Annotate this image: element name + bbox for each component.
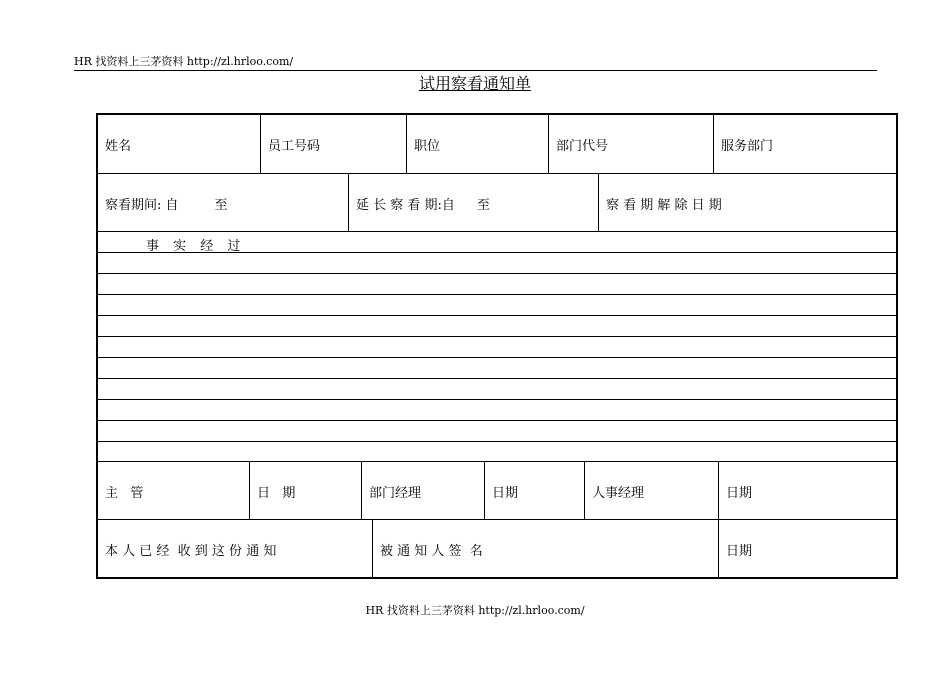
- facts-label: 事 实 经 过: [146, 239, 246, 254]
- row-approvals: [98, 461, 896, 520]
- position-cell[interactable]: [406, 115, 548, 173]
- dept-manager-label: 部门经理: [369, 485, 422, 501]
- ruled-line: [98, 420, 896, 421]
- document-title: 试用察看通知单: [418, 74, 531, 93]
- footer-source-text: HR 找资料上三茅资料 http://zl.hrloo.com/: [365, 604, 585, 617]
- header-divider: [74, 70, 877, 71]
- hr-manager-label: 人事经理: [592, 485, 645, 501]
- extension-period-to: 至: [476, 197, 490, 213]
- dept-manager-date-label: 日期: [492, 485, 519, 501]
- dept-manager-cell[interactable]: [361, 462, 484, 520]
- acknowledgement-cell[interactable]: [98, 520, 372, 578]
- facts-section[interactable]: [98, 231, 896, 462]
- hr-manager-date-label: 日期: [726, 485, 753, 501]
- employee-id-cell[interactable]: [260, 115, 406, 173]
- ruled-line: [98, 252, 896, 253]
- observation-period-cell[interactable]: [98, 174, 348, 232]
- ruled-line: [98, 336, 896, 337]
- observation-period-label: 察看期间: 自: [105, 197, 179, 213]
- release-date-label: 察 看 期 解 除 日 期: [606, 197, 722, 213]
- name-label: 姓名: [105, 138, 132, 154]
- probation-notice-form: [96, 113, 898, 579]
- service-dept-label: 服务部门: [721, 138, 774, 154]
- ruled-line: [98, 378, 896, 379]
- dept-code-label: 部门代号: [556, 138, 609, 154]
- acknowledgement-date-label: 日期: [726, 543, 753, 559]
- dept-manager-date-cell[interactable]: [484, 462, 584, 520]
- service-dept-cell[interactable]: [713, 115, 896, 173]
- acknowledgement-label: 本 人 已 经 收 到 这 份 通 知: [105, 543, 277, 559]
- ruled-line: [98, 294, 896, 295]
- ruled-line: [98, 399, 896, 400]
- extension-period-label: 延 长 察 看 期:自: [356, 197, 455, 213]
- supervisor-cell[interactable]: [98, 462, 249, 520]
- acknowledgement-date-cell[interactable]: [718, 520, 896, 578]
- ruled-line: [98, 273, 896, 274]
- row-acknowledgement: [98, 519, 896, 578]
- signature-cell[interactable]: [372, 520, 718, 578]
- row-basic-info: [98, 115, 896, 173]
- extension-period-cell[interactable]: [348, 174, 598, 232]
- name-cell[interactable]: [98, 115, 260, 173]
- ruled-line: [98, 357, 896, 358]
- dept-code-cell[interactable]: [548, 115, 713, 173]
- hr-manager-date-cell[interactable]: [718, 462, 896, 520]
- hr-manager-cell[interactable]: [584, 462, 718, 520]
- observation-period-to: 至: [214, 197, 228, 213]
- employee-id-label: 员工号码: [268, 138, 321, 154]
- signature-label: 被 通 知 人 签 名: [380, 543, 483, 559]
- release-date-cell[interactable]: [598, 174, 896, 232]
- supervisor-label: 主 管: [105, 485, 144, 501]
- supervisor-date-label: 日 期: [257, 485, 296, 501]
- ruled-line: [98, 315, 896, 316]
- row-period: [98, 173, 896, 232]
- position-label: 职位: [414, 138, 441, 154]
- header-source-text: HR 找资料上三茅资料 http://zl.hrloo.com/: [74, 55, 294, 68]
- ruled-line: [98, 441, 896, 442]
- supervisor-date-cell[interactable]: [249, 462, 361, 520]
